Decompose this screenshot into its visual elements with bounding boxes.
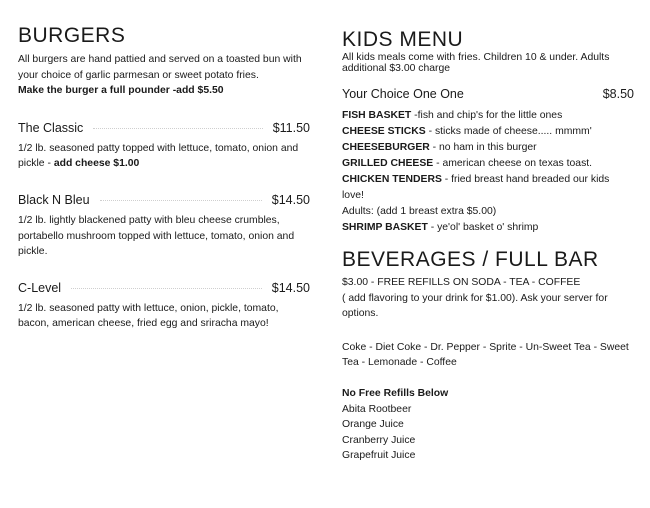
adults-note: Adults: (add 1 breast extra $5.00)	[342, 206, 497, 217]
item-name: C-Level	[18, 280, 62, 295]
leader-dots	[100, 200, 262, 201]
list-item	[342, 140, 634, 156]
no-refill-heading: No Free Refills Below	[342, 387, 449, 399]
flavor-line: ( add flavoring to your drink for $1.00). Ask your server for options.	[342, 292, 608, 320]
burgers-title: BURGERS	[18, 24, 126, 47]
burger-item-black-n-bleu	[18, 192, 310, 260]
kids-choice-row	[342, 86, 634, 102]
list-item	[342, 220, 634, 236]
kids-item-desc: - american cheese on texas toast.	[433, 158, 593, 169]
kids-items	[342, 108, 634, 236]
item-description-text: 1/2 lb. seasoned patty topped with lettuce, tomato, onion and pickle -	[18, 142, 299, 170]
leader-dots	[93, 128, 262, 129]
list-item	[342, 172, 634, 204]
burgers-section	[18, 0, 310, 332]
kids-item-desc: - no ham in this burger	[429, 142, 537, 153]
item-name: Black N Bleu	[18, 192, 90, 207]
item-price: $14.50	[271, 280, 310, 295]
list-item	[342, 108, 634, 124]
item-price: $11.50	[272, 120, 310, 135]
kids-choice-label: Your Choice One One	[342, 87, 464, 101]
beverages-title: BEVERAGES / FULL BAR	[342, 248, 599, 271]
kids-beverages-section	[342, 0, 634, 464]
item-name: The Classic	[18, 120, 84, 135]
leader-dots	[71, 288, 262, 289]
kids-item-desc: - fried breast hand breaded our kids love!	[342, 174, 610, 201]
list-item: Cranberry Juice	[342, 434, 416, 446]
kids-item-desc: - ye'ol' basket o' shrimp	[427, 222, 539, 233]
kids-item-name: FISH BASKET	[342, 110, 412, 121]
kids-title: KIDS MENU	[342, 28, 464, 51]
refill-line: $3.00 - FREE REFILLS ON SODA - TEA - COFFEE	[342, 277, 581, 288]
burgers-intro: All burgers are hand pattied and served on a toasted bun with your choice of garlic parmesan or sweet potato fries.	[18, 54, 302, 81]
item-description: 1/2 lb. seasoned patty with lettuce, onion, pickle, tomato, bacon, american cheese, fried egg and sriracha mayo!	[18, 302, 279, 330]
list-item	[342, 124, 634, 140]
list-item	[342, 156, 634, 172]
kids-item-name: SHRIMP BASKET	[342, 222, 428, 233]
item-description: 1/2 lb. lightly blackened patty with bleu cheese crumbles, portabello mushroom topped with lettuce, tomato, onion and pickle.	[18, 214, 295, 258]
soda-list: Coke - Diet Coke - Dr. Pepper - Sprite - Un-Sweet Tea - Sweet Tea - Lemonade - Coffee	[342, 341, 629, 369]
item-extra: add cheese $1.00	[53, 158, 140, 170]
kids-choice-price: $8.50	[602, 87, 634, 101]
kids-item-name: CHEESEBURGER	[342, 142, 430, 153]
kids-item-name: CHEESE STICKS	[342, 126, 426, 137]
burger-item-classic	[18, 120, 310, 172]
burger-item-c-level	[18, 280, 310, 332]
kids-intro: All kids meals come with fries. Children 10 & under. Adults additional $3.00 charge	[342, 52, 610, 74]
item-description	[18, 141, 310, 172]
item-price: $14.50	[271, 192, 310, 207]
kids-item-desc: -fish and chip's for the little ones	[411, 110, 563, 121]
list-item: Grapefruit Juice	[342, 450, 416, 462]
list-item: Orange Juice	[342, 419, 404, 431]
burgers-upgrade: Make the burger a full pounder -add $5.50	[18, 85, 224, 97]
kids-item-name: GRILLED CHEESE	[342, 158, 434, 169]
kids-item-name: CHICKEN TENDERS	[342, 174, 442, 185]
list-item: Abita Rootbeer	[342, 403, 412, 415]
kids-item-desc: - sticks made of cheese..... mmmm'	[425, 126, 592, 137]
